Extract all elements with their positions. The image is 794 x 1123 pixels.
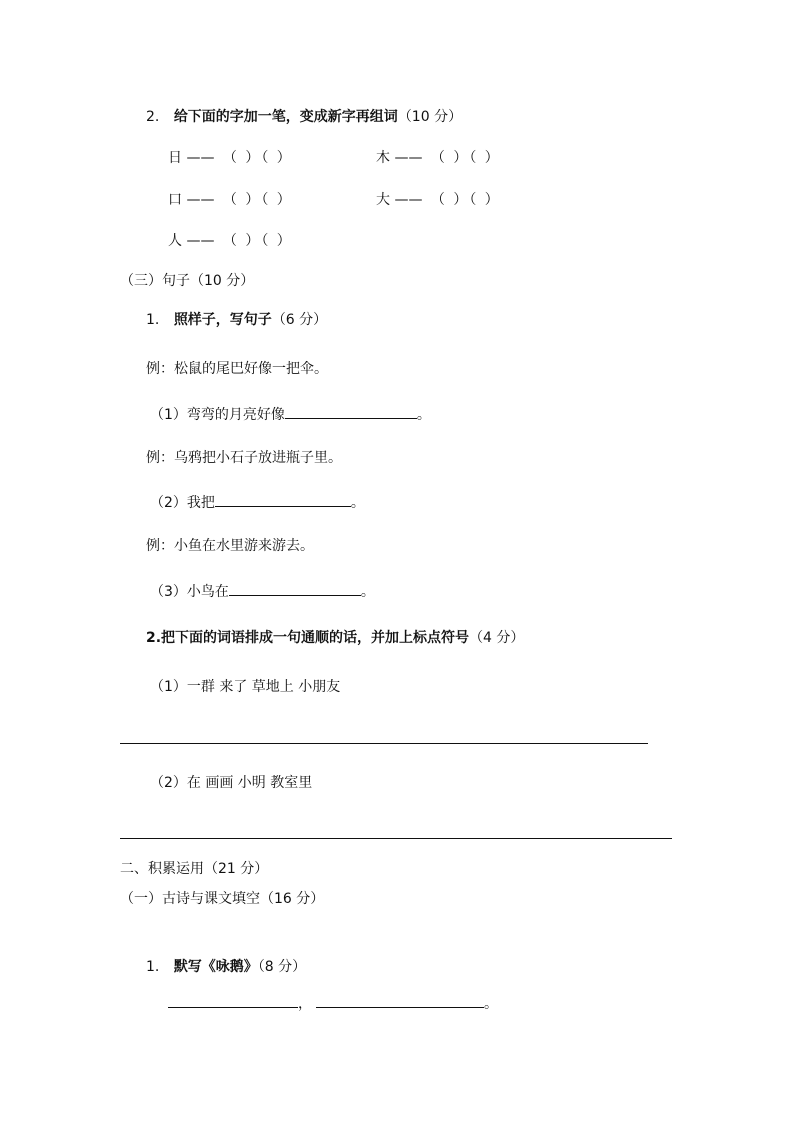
poem-comma: ， xyxy=(298,996,312,1012)
base-char: 口 —— xyxy=(168,192,215,208)
sentence-end: 。 xyxy=(416,407,431,423)
base-char: 大 —— xyxy=(376,192,423,208)
blank-pair: （ ）（ ） xyxy=(430,192,501,208)
blank-pair: （ ）（ ） xyxy=(222,150,293,166)
answer-blank[interactable] xyxy=(285,404,417,419)
sentence-end: 。 xyxy=(350,495,365,511)
question-title: 照样子，写句子 xyxy=(173,312,272,328)
answer-line[interactable] xyxy=(120,743,648,744)
answer-blank[interactable] xyxy=(215,492,351,507)
example-sentence: 例：乌鸦把小石子放进瓶子里。 xyxy=(146,450,342,466)
sentence-prompt: （1）弯弯的月亮好像 xyxy=(150,407,285,423)
answer-line[interactable] xyxy=(120,838,672,839)
char-item xyxy=(376,193,501,207)
poem-fill-line xyxy=(168,993,498,1011)
char-item xyxy=(168,234,293,248)
blank-pair: （ ）（ ） xyxy=(222,192,293,208)
sentence-prompt: （3）小鸟在 xyxy=(150,584,229,600)
fill-sentence xyxy=(150,581,375,599)
question-title: 给下面的字加一笔，变成新字再组词 xyxy=(173,109,398,125)
question-number: 1. xyxy=(146,312,160,328)
question-number: 2. xyxy=(146,109,160,125)
sentence-prompt: （2）我把 xyxy=(150,495,215,511)
question-number: 1. xyxy=(146,959,160,975)
base-char: 人 —— xyxy=(168,233,215,249)
example-sentence: 例：松鼠的尾巴好像一把伞。 xyxy=(146,361,328,377)
fill-sentence xyxy=(150,492,365,510)
blank-pair: （ ）（ ） xyxy=(430,150,501,166)
example-sentence: 例：小鱼在水里游来游去。 xyxy=(146,538,314,554)
fill-sentence xyxy=(150,404,431,422)
poem-period: 。 xyxy=(484,996,498,1012)
section-heading: （一）古诗与课文填空（16 分） xyxy=(120,891,325,907)
answer-blank[interactable] xyxy=(229,581,361,596)
question-2-heading xyxy=(146,631,524,645)
base-char: 木 —— xyxy=(376,150,423,166)
char-item xyxy=(168,193,293,207)
section-heading: （三）句子（10 分） xyxy=(120,273,255,289)
base-char: 日 —— xyxy=(168,150,215,166)
word-group: （2）在 画画 小明 教室里 xyxy=(150,775,313,791)
question-2-heading xyxy=(146,110,462,124)
char-item xyxy=(168,151,293,165)
char-item xyxy=(376,151,501,165)
poem-blank[interactable] xyxy=(168,993,298,1008)
blank-pair: （ ）（ ） xyxy=(222,233,293,249)
question-score: （10 分） xyxy=(397,109,463,125)
question-title: 2.把下面的词语排成一句通顺的话，并加上标点符号 xyxy=(146,630,470,646)
poem-blank[interactable] xyxy=(316,993,484,1008)
question-title: 默写《咏鹅》 xyxy=(173,959,258,975)
part-heading: 二、积累运用（21 分） xyxy=(120,861,269,877)
question-score: （6 分） xyxy=(271,312,328,328)
word-group: （1）一群 来了 草地上 小朋友 xyxy=(150,679,341,695)
question-1-heading xyxy=(146,313,327,327)
question-1-heading xyxy=(146,960,306,974)
question-score: （4 分） xyxy=(469,630,525,646)
question-score: （8 分） xyxy=(257,959,307,975)
sentence-end: 。 xyxy=(360,584,375,600)
